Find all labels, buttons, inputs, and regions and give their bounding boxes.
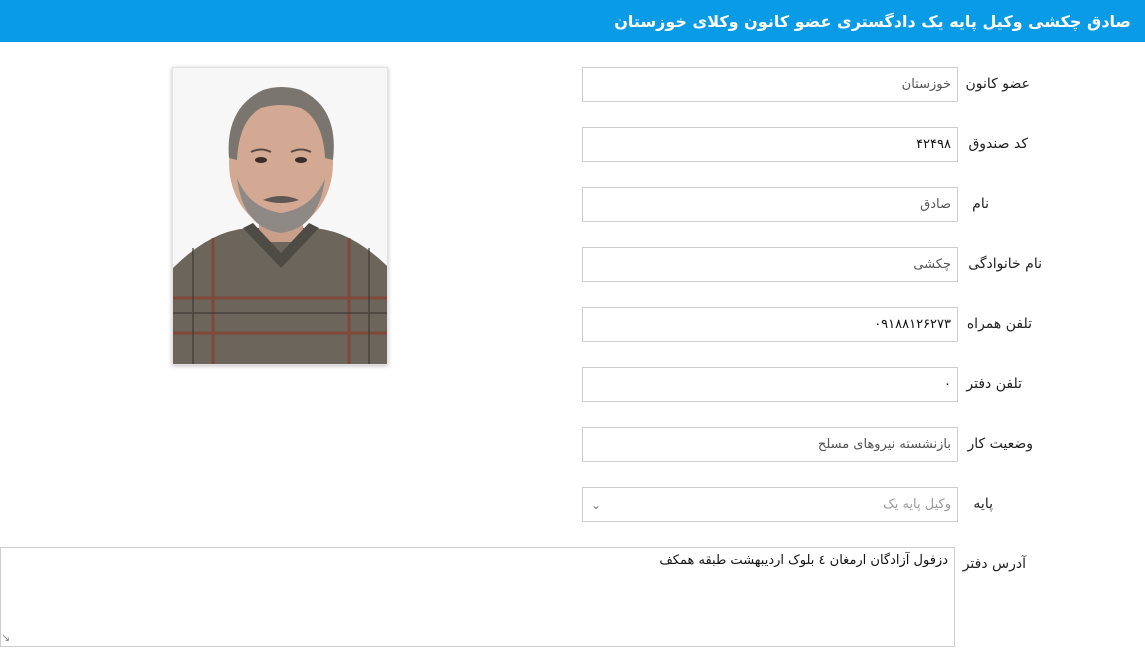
label-box-code: کد صندوق <box>968 136 1028 152</box>
mobile-field[interactable]: ۰۹۱۸۸۱۲۶۲۷۳ <box>582 307 958 342</box>
label-member-of: عضو کانون <box>965 76 1030 92</box>
page-title: صادق چکشی وکیل پایه یک دادگستری عضو کانون وکلای خوزستان <box>614 11 1131 31</box>
label-mobile: تلفن همراه <box>966 316 1032 332</box>
label-office-phone: تلفن دفتر <box>966 376 1022 392</box>
label-first-name: نام <box>972 196 989 212</box>
page-header <box>0 0 1145 42</box>
chevron-down-icon: ⌄ <box>591 497 602 512</box>
job-status-field[interactable]: بازنشسته نیروهای مسلح <box>582 427 958 462</box>
first-name-field[interactable]: صادق <box>582 187 958 222</box>
office-address-text: دزفول آزادگان ارمغان ٤ بلوک اردیبهشت طبقه همکف <box>659 553 948 568</box>
office-address-textarea[interactable] <box>0 547 955 647</box>
label-office-address: آدرس دفتر <box>962 556 1026 572</box>
resize-grip-icon[interactable]: ↘ <box>1 631 11 644</box>
grade-selected-value: وکیل پایه یک <box>883 497 951 512</box>
last-name-field[interactable]: چکشی <box>582 247 958 282</box>
label-last-name: نام خانوادگی <box>968 256 1042 272</box>
grade-select[interactable] <box>582 487 958 522</box>
member-photo <box>172 67 388 365</box>
office-phone-field[interactable]: ۰ <box>582 367 958 402</box>
label-job-status: وضعیت کار <box>967 436 1033 452</box>
member-of-field[interactable]: خوزستان <box>582 67 958 102</box>
label-grade: پایه <box>973 496 993 512</box>
box-code-field[interactable]: ۴۲۴۹۸ <box>582 127 958 162</box>
